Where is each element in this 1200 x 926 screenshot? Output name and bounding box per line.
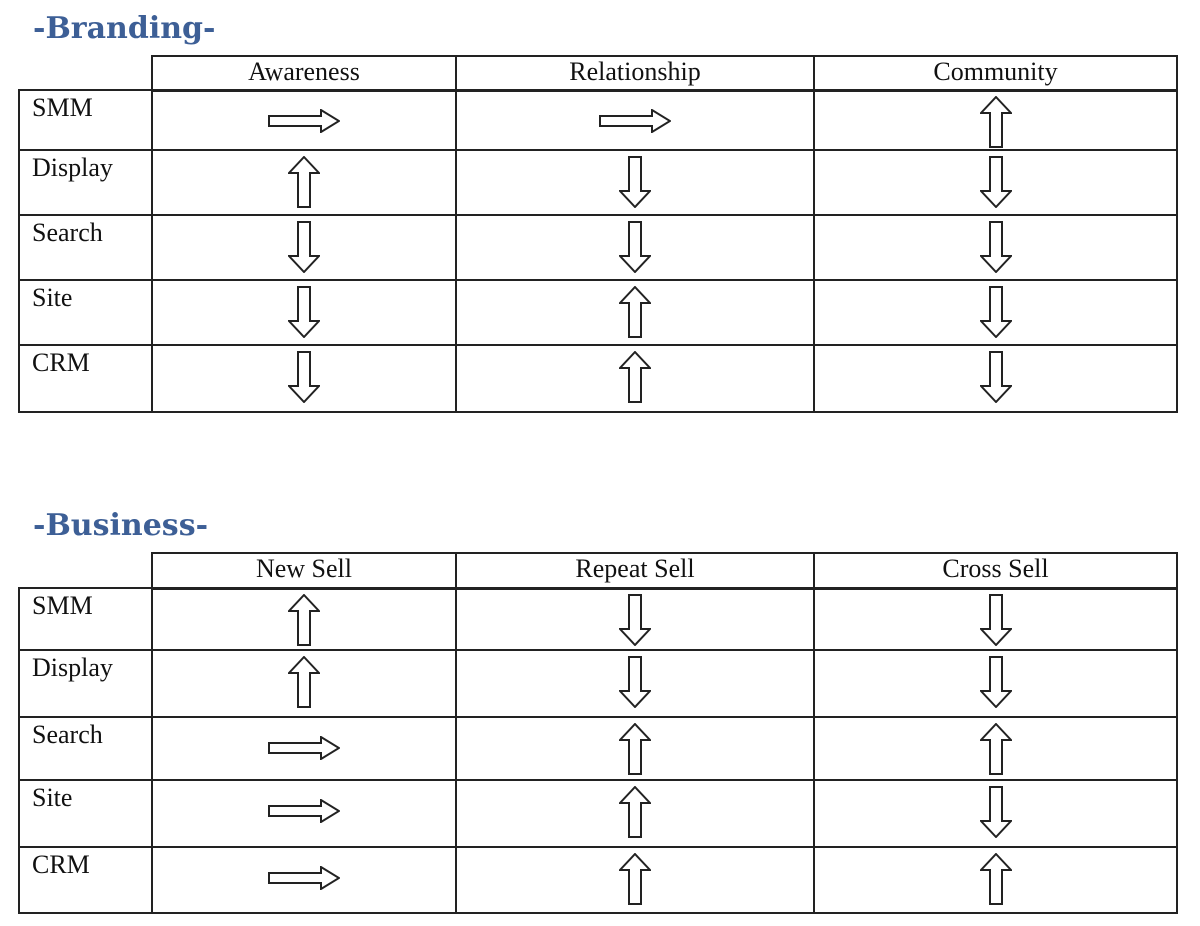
table-cell bbox=[455, 779, 815, 848]
column-header: Cross Sell bbox=[813, 552, 1178, 590]
up-arrow-icon bbox=[980, 96, 1012, 148]
row-header-cell bbox=[18, 279, 153, 346]
table-cell bbox=[455, 649, 815, 718]
down-arrow-icon bbox=[619, 221, 651, 273]
table-cell bbox=[151, 149, 457, 216]
table-cell bbox=[151, 716, 457, 781]
table-cell bbox=[151, 89, 457, 151]
down-arrow-icon bbox=[619, 656, 651, 708]
table-cell bbox=[813, 779, 1178, 848]
table-cell bbox=[813, 279, 1178, 346]
table-cell bbox=[151, 779, 457, 848]
table-cell bbox=[813, 846, 1178, 914]
table-cell bbox=[455, 716, 815, 781]
up-arrow-icon bbox=[288, 156, 320, 208]
table-cell bbox=[455, 279, 815, 346]
business-heading: -Business- bbox=[33, 508, 209, 543]
table-cell bbox=[813, 344, 1178, 413]
table-cell bbox=[813, 649, 1178, 718]
down-arrow-icon bbox=[980, 656, 1012, 708]
column-header: Community bbox=[813, 55, 1178, 92]
column-header: Repeat Sell bbox=[455, 552, 815, 590]
table-cell bbox=[813, 716, 1178, 781]
up-arrow-icon bbox=[619, 723, 651, 775]
row-label: Search bbox=[32, 720, 103, 749]
branding-table bbox=[18, 55, 1176, 411]
table-cell bbox=[151, 344, 457, 413]
row-label: Display bbox=[32, 153, 113, 182]
table-cell bbox=[455, 344, 815, 413]
row-header-cell bbox=[18, 649, 153, 718]
column-header: Awareness bbox=[151, 55, 457, 92]
row-header-cell bbox=[18, 149, 153, 216]
up-arrow-icon bbox=[288, 656, 320, 708]
down-arrow-icon bbox=[619, 594, 651, 646]
down-arrow-icon bbox=[288, 221, 320, 273]
row-header-cell bbox=[18, 587, 153, 651]
down-arrow-icon bbox=[980, 594, 1012, 646]
down-arrow-icon bbox=[288, 351, 320, 403]
table-cell bbox=[151, 214, 457, 281]
row-label: Site bbox=[32, 283, 73, 312]
down-arrow-icon bbox=[619, 156, 651, 208]
row-label: CRM bbox=[32, 850, 90, 879]
up-arrow-icon bbox=[619, 286, 651, 338]
row-label: SMM bbox=[32, 93, 93, 122]
row-label: Search bbox=[32, 218, 103, 247]
up-arrow-icon bbox=[980, 853, 1012, 905]
right-arrow-icon bbox=[268, 799, 340, 823]
table-cell bbox=[455, 89, 815, 151]
column-header: New Sell bbox=[151, 552, 457, 590]
row-label: Display bbox=[32, 653, 113, 682]
table-cell bbox=[151, 587, 457, 651]
up-arrow-icon bbox=[619, 786, 651, 838]
row-header-cell bbox=[18, 344, 153, 413]
table-cell bbox=[813, 214, 1178, 281]
down-arrow-icon bbox=[288, 286, 320, 338]
down-arrow-icon bbox=[980, 351, 1012, 403]
row-header-cell bbox=[18, 89, 153, 151]
down-arrow-icon bbox=[980, 156, 1012, 208]
up-arrow-icon bbox=[619, 853, 651, 905]
table-cell bbox=[813, 89, 1178, 151]
table-cell bbox=[813, 149, 1178, 216]
down-arrow-icon bbox=[980, 286, 1012, 338]
row-label: Site bbox=[32, 783, 73, 812]
row-header-cell bbox=[18, 716, 153, 781]
up-arrow-icon bbox=[288, 594, 320, 646]
table-cell bbox=[151, 649, 457, 718]
down-arrow-icon bbox=[980, 221, 1012, 273]
up-arrow-icon bbox=[619, 351, 651, 403]
down-arrow-icon bbox=[980, 786, 1012, 838]
business-table bbox=[18, 552, 1176, 912]
right-arrow-icon bbox=[599, 109, 671, 133]
table-cell bbox=[151, 846, 457, 914]
table-cell bbox=[455, 149, 815, 216]
up-arrow-icon bbox=[980, 723, 1012, 775]
table-cell bbox=[455, 587, 815, 651]
row-header-cell bbox=[18, 846, 153, 914]
row-label: SMM bbox=[32, 591, 93, 620]
branding-heading: -Branding- bbox=[33, 11, 216, 46]
row-header-cell bbox=[18, 214, 153, 281]
right-arrow-icon bbox=[268, 109, 340, 133]
column-header: Relationship bbox=[455, 55, 815, 92]
table-cell bbox=[455, 214, 815, 281]
table-cell bbox=[151, 279, 457, 346]
right-arrow-icon bbox=[268, 866, 340, 890]
table-cell bbox=[455, 846, 815, 914]
row-header-cell bbox=[18, 779, 153, 848]
right-arrow-icon bbox=[268, 736, 340, 760]
table-cell bbox=[813, 587, 1178, 651]
row-label: CRM bbox=[32, 348, 90, 377]
